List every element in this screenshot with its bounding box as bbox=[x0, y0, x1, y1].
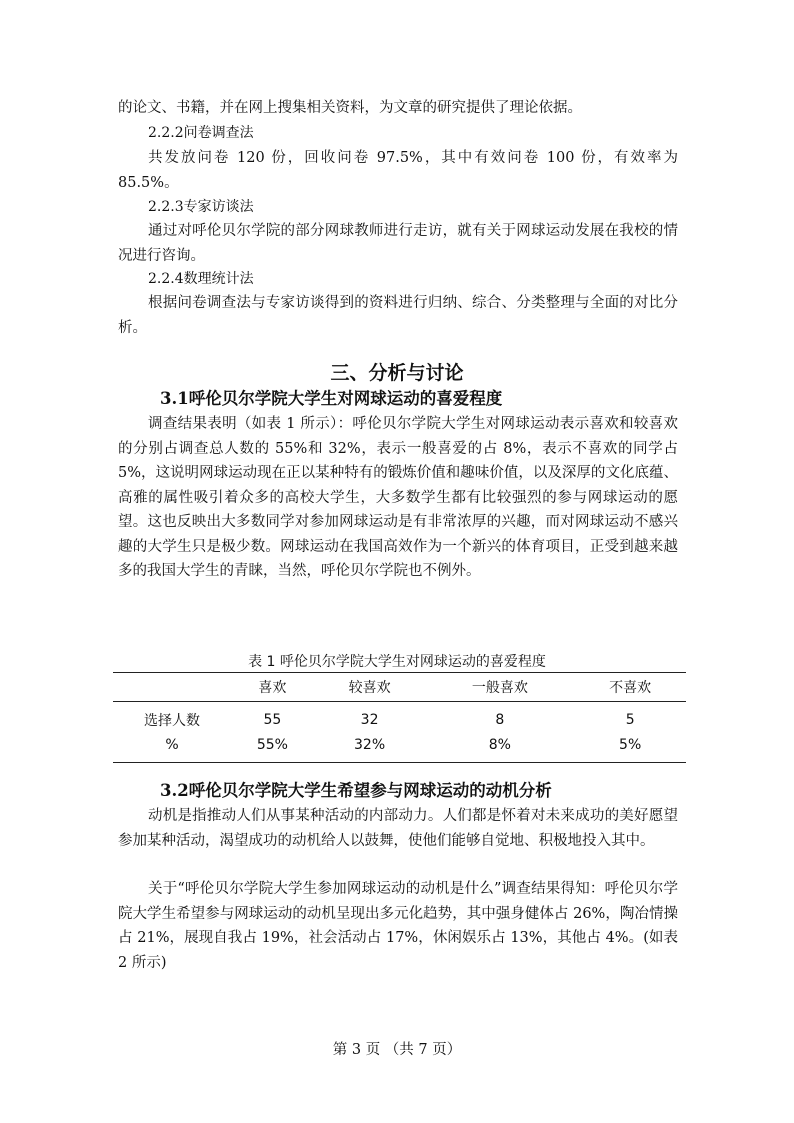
method-text-questionnaire: 共发放问卷 120 份，回收问卷 97.5%，其中有效问卷 100 份，有效率为 85.5%。 bbox=[118, 150, 678, 191]
subsection-heading-3-2: 3.2呼伦贝尔学院大学生希望参与网球运动的动机分析 bbox=[160, 781, 552, 800]
table-header-row bbox=[113, 673, 686, 702]
table-cell: % bbox=[113, 732, 231, 763]
table-cell: 5 bbox=[625, 712, 635, 728]
method-text-interview: 通过对呼伦贝尔学院的部分网球教师进行走访，就有关于网球运动发展在我校的情况进行咨询。 bbox=[118, 223, 678, 264]
preference-table bbox=[113, 672, 686, 763]
table-row bbox=[113, 702, 686, 733]
subsection-heading-3-1: 3.1呼伦贝尔学院大学生对网球运动的喜爱程度 bbox=[160, 389, 503, 408]
table-header-cell: 不喜欢 bbox=[574, 673, 686, 702]
table-header-cell: 一般喜欢 bbox=[425, 673, 574, 702]
intro-paragraph: 的论文、书籍，并在网上搜集相关资料，为文章的研究提供了理论依据。 bbox=[118, 100, 582, 116]
table-cell: 32 bbox=[360, 712, 379, 728]
table-header-cell: 较喜欢 bbox=[314, 673, 426, 702]
table-cell: 8 bbox=[495, 712, 505, 728]
subsection-text-3-1: 调查结果表明（如表 1 所示）：呼伦贝尔学院大学生对网球运动表示喜欢和较喜欢的分别占调查总人数的 55%和 32%，表示一般喜爱的占 8%，表示不喜欢的同学占 5%，这说明网球运动现在正以某种特有的锻炼价值和趣味价值，以及深厚的文化底蕴、高雅的属性吸引着众多的高校大学生，大多数学生都有比较强烈的参与网球运动的愿望。这也反映出大多数同学对参加网球运动是有非常浓厚的兴趣，而对网球运动不感兴趣的大学生只是极少数。网球运动在我国高效作为一个新兴的体育项目，正受到越来越多的我国大学生的青睐，当然，呼伦贝尔学院也不例外。 bbox=[118, 416, 678, 579]
page-footer: 第 3 页 （共 7 页） bbox=[332, 1042, 462, 1058]
table-cell: 55% bbox=[231, 732, 314, 763]
subsection-text-3-2-para1: 动机是指推动人们从事某种活动的内部动力。人们都是怀着对未来成功的美好愿望参加某种活动，渴望成功的动机给人以鼓舞，使他们能够自觉地、积极地投入其中。 bbox=[118, 808, 678, 849]
subsection-text-3-2-para2: 关于“呼伦贝尔学院大学生参加网球运动的动机是什么”调查结果得知：呼伦贝尔学院大学生希望参与网球运动的动机呈现出多元化趋势，其中强身健体占 26%，陶冶情操占 21%，展现自我占 19%，社会活动占 17%，休闲娱乐占 13%，其他占 4%。(如表 2 所示) bbox=[118, 881, 678, 971]
table-caption: 表 1 呼伦贝尔学院大学生对网球运动的喜爱程度 bbox=[248, 654, 546, 670]
table-cell: 选择人数 bbox=[144, 713, 200, 729]
table-header-cell bbox=[113, 673, 231, 702]
table-cell: 5% bbox=[574, 732, 686, 763]
table-cell: 8% bbox=[425, 732, 574, 763]
method-heading-statistics: 2.2.4数理统计法 bbox=[148, 271, 254, 287]
method-text-statistics: 根据问卷调查法与专家访谈得到的资料进行归纳、综合、分类整理与全面的对比分析。 bbox=[118, 295, 678, 336]
table-cell: 32% bbox=[314, 732, 426, 763]
table-row bbox=[113, 732, 686, 763]
method-heading-interview: 2.2.3专家访谈法 bbox=[148, 199, 254, 215]
section-title: 三、分析与讨论 bbox=[330, 362, 464, 384]
table-header-cell: 喜欢 bbox=[231, 673, 314, 702]
method-heading-questionnaire: 2.2.2问卷调查法 bbox=[148, 125, 254, 141]
table-cell: 55 bbox=[263, 712, 282, 728]
